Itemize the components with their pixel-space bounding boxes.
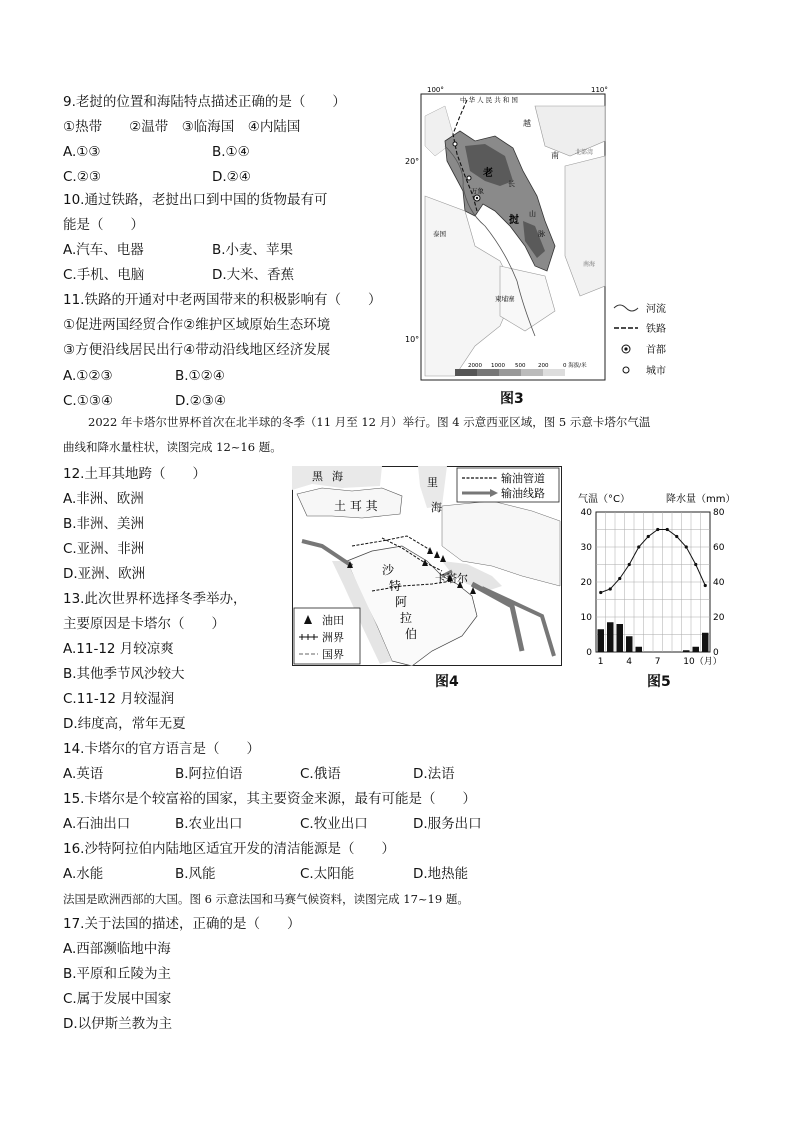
cambodia-label: 柬埔寨 xyxy=(495,295,515,303)
precip-bar-month-5 xyxy=(636,647,643,652)
vietnam-label-2: 南 xyxy=(551,151,559,160)
svg-text:500: 500 xyxy=(515,363,526,369)
q13-stem: 13.此次世界杯选择冬季举办， xyxy=(63,591,247,607)
q11-option-b: B.①②④ xyxy=(175,368,225,384)
vientiane-label: 万象 xyxy=(471,187,484,195)
saudi-label-2: 特 xyxy=(389,579,402,593)
black-sea-label-2: 海 xyxy=(332,470,343,483)
mountain-label-1: 长 xyxy=(508,180,515,188)
precip-tick-label: 20 xyxy=(713,613,725,623)
q10-option-c: C.手机、电脑 xyxy=(63,267,145,283)
q10-option-a: A.汽车、电器 xyxy=(63,242,144,258)
temp-point-month-7 xyxy=(656,528,659,531)
temp-point-month-3 xyxy=(618,577,621,580)
vietnam-label-1: 越 xyxy=(523,119,531,128)
q11-option-c: C.①③④ xyxy=(63,393,114,409)
precip-bar-month-4 xyxy=(626,636,633,652)
q13-option-d: D.纬度高，常年无夏 xyxy=(63,716,186,732)
precip-tick-label: 40 xyxy=(713,578,725,588)
precip-axis-label: 降水量（mm） xyxy=(666,494,736,505)
q14-option-c: C.俄语 xyxy=(300,766,341,782)
saudi-label-4: 拉 xyxy=(400,611,413,625)
q17-option-d: D.以伊斯兰教为主 xyxy=(63,1016,173,1032)
temp-tick-label: 0 xyxy=(586,648,592,658)
gulf-label: 北部湾 xyxy=(575,149,594,156)
saudi-label-1: 沙 xyxy=(382,563,395,577)
precip-tick-label: 0 xyxy=(713,648,719,658)
q13-stem-cont: 主要原因是卡塔尔（ ） xyxy=(63,616,225,632)
temp-point-month-2 xyxy=(609,587,612,590)
svg-text:0 海拔/米: 0 海拔/米 xyxy=(563,363,587,369)
q12-option-c: C.亚洲、非洲 xyxy=(63,541,145,557)
temp-point-month-5 xyxy=(637,545,640,548)
q16-stem: 16.沙特阿拉伯内陆地区适宜开发的清洁能源是（ ） xyxy=(63,841,395,857)
legend-city: 城市 xyxy=(646,366,666,377)
lon-110-label: 110° xyxy=(591,86,608,94)
lon-100-label: 100° xyxy=(427,86,444,94)
saudi-label-5: 伯 xyxy=(405,627,418,641)
temp-axis-label: 气温（°C） xyxy=(578,494,630,505)
q16-option-d: D.地热能 xyxy=(413,866,469,882)
precip-bar-month-1 xyxy=(598,629,605,652)
mountain-label-3: 脉 xyxy=(538,230,545,238)
month-tick-label: 4 xyxy=(626,657,632,667)
q9-options: ①热带 ②温带 ③临海国 ④内陆国 xyxy=(63,119,301,135)
q12-option-a: A.非洲、欧洲 xyxy=(63,491,144,507)
q17-option-b: B.平原和丘陵为主 xyxy=(63,966,172,982)
q14-stem: 14.卡塔尔的官方语言是（ ） xyxy=(63,741,260,757)
intro-12-16-line1: 2022 年卡塔尔世界杯首次在北半球的冬季（11 月至 12 月）举行。图 4 示意西亚区域，图 5 示意卡塔尔气温 xyxy=(88,415,651,429)
saudi-label-3: 阿 xyxy=(395,595,408,609)
intro-17-19: 法国是欧洲西部的大国。图 6 示意法国和马赛气候资料，读图完成 17~19 题。 xyxy=(63,892,469,906)
lat-20-label: 20° xyxy=(405,157,420,166)
lat-10-label: 10° xyxy=(405,335,420,344)
temp-tick-label: 30 xyxy=(580,543,592,553)
fig3-caption: 图3 xyxy=(500,391,524,407)
q15-option-a: A.石油出口 xyxy=(63,816,131,832)
legend-capital: 首都 xyxy=(646,345,666,356)
fig5-caption: 图5 xyxy=(647,674,671,690)
svg-text:200: 200 xyxy=(538,363,549,369)
thailand-label: 泰国 xyxy=(433,230,446,238)
legend-pipeline: 输油管道 xyxy=(501,472,545,485)
q9-option-b: B.①④ xyxy=(212,144,250,160)
q14-option-b: B.阿拉伯语 xyxy=(175,766,243,782)
legend-border: 国界 xyxy=(322,648,344,661)
q17-option-a: A.西部濒临地中海 xyxy=(63,941,171,957)
temp-tick-label: 20 xyxy=(580,578,592,588)
legend-continent: 洲界 xyxy=(322,631,344,644)
temp-point-month-10 xyxy=(685,545,688,548)
q12-option-b: B.非洲、美洲 xyxy=(63,516,145,532)
caspian-label-1: 里 xyxy=(427,476,438,489)
q13-option-c: C.11-12 月较湿润 xyxy=(63,691,175,707)
q16-option-c: C.太阳能 xyxy=(300,866,355,882)
q14-option-a: A.英语 xyxy=(63,766,104,782)
q15-option-b: B.农业出口 xyxy=(175,816,243,832)
temp-point-month-9 xyxy=(675,535,678,538)
precip-tick-label: 60 xyxy=(713,543,725,553)
month-tick-label: 1 xyxy=(597,657,604,667)
qatar-label: 卡塔尔 xyxy=(435,572,468,585)
laos-map xyxy=(405,86,610,386)
q11-options-1: ①促进两国经贸合作②维护区域原始生态环境 xyxy=(63,317,331,333)
q17-option-c: C.属于发展中国家 xyxy=(63,991,172,1007)
month-tick-label: 7 xyxy=(654,657,661,667)
q15-option-d: D.服务出口 xyxy=(413,816,482,832)
month-tick-label: 10（月） xyxy=(683,657,722,667)
qatar-climate-chart xyxy=(572,490,740,670)
q11-stem: 11.铁路的开通对中老两国带来的积极影响有（ ） xyxy=(63,292,382,308)
temp-point-month-12 xyxy=(704,584,707,587)
q9-option-d: D.②④ xyxy=(212,169,251,185)
intro-12-16-line2: 曲线和降水量柱状，读图完成 12~16 题。 xyxy=(63,440,282,454)
temp-point-month-1 xyxy=(599,591,602,594)
precip-bar-month-10 xyxy=(683,650,690,652)
precip-bar-month-3 xyxy=(617,624,624,652)
fig3-legend xyxy=(612,298,687,380)
precip-tick-label: 80 xyxy=(713,508,725,518)
laos-label-1: 老 xyxy=(483,168,493,179)
temp-tick-label: 40 xyxy=(580,508,592,518)
legend-river: 河流 xyxy=(646,304,666,315)
q9-option-a: A.①③ xyxy=(63,144,101,160)
precip-bar-month-2 xyxy=(607,622,614,652)
q10-stem-cont: 能是（ ） xyxy=(63,217,144,233)
temp-point-month-6 xyxy=(647,535,650,538)
temp-point-month-11 xyxy=(694,563,697,566)
black-sea-label-1: 黑 xyxy=(312,470,323,483)
q14-option-d: D.法语 xyxy=(413,766,455,782)
q9-option-c: C.②③ xyxy=(63,169,101,185)
legend-railway: 铁路 xyxy=(646,324,666,335)
sea-label: 南海 xyxy=(583,261,596,268)
svg-text:2000: 2000 xyxy=(468,363,482,369)
q17-stem: 17.关于法国的描述，正确的是（ ） xyxy=(63,916,301,932)
temp-point-month-8 xyxy=(666,528,669,531)
q10-stem: 10.通过铁路，老挝出口到中国的货物最有可 xyxy=(63,192,328,208)
q11-option-d: D.②③④ xyxy=(175,393,226,409)
legend-oilfield: 油田 xyxy=(322,614,344,627)
temp-tick-label: 10 xyxy=(580,613,592,623)
west-asia-map xyxy=(292,466,562,666)
precip-bar-month-11 xyxy=(693,647,700,652)
caspian-label-2: 海 xyxy=(431,501,442,514)
q11-options-2: ③方便沿线居民出行④带动沿线地区经济发展 xyxy=(63,342,331,358)
q12-stem: 12.土耳其地跨（ ） xyxy=(63,466,206,482)
q10-option-b: B.小麦、苹果 xyxy=(212,242,294,258)
q16-option-b: B.风能 xyxy=(175,866,216,882)
city-icon xyxy=(467,176,471,180)
q11-option-a: A.①②③ xyxy=(63,368,113,384)
q16-option-a: A.水能 xyxy=(63,866,104,882)
turkey-label: 土 耳 其 xyxy=(334,499,378,513)
laos-label-2: 挝 xyxy=(509,215,519,226)
q15-stem: 15.卡塔尔是个较富裕的国家，其主要资金来源，最有可能是（ ） xyxy=(63,791,476,807)
fig4-caption: 图4 xyxy=(435,674,459,690)
city-icon xyxy=(453,142,457,146)
legend-route: 输油线路 xyxy=(501,487,545,500)
mountain-label-2: 山 xyxy=(529,210,536,218)
temp-point-month-4 xyxy=(628,563,631,566)
q15-option-c: C.牧业出口 xyxy=(300,816,368,832)
precip-bar-month-12 xyxy=(702,633,709,652)
svg-text:1000: 1000 xyxy=(491,363,505,369)
q9-stem: 9.老挝的位置和海陆特点描述正确的是（ ） xyxy=(63,94,346,110)
q13-option-a: A.11-12 月较凉爽 xyxy=(63,641,174,657)
q10-option-d: D.大米、香蕉 xyxy=(212,267,295,283)
q12-option-d: D.亚洲、欧洲 xyxy=(63,566,146,582)
china-label: 中 华 人 民 共 和 国 xyxy=(460,96,518,104)
q13-option-b: B.其他季节风沙较大 xyxy=(63,666,185,682)
